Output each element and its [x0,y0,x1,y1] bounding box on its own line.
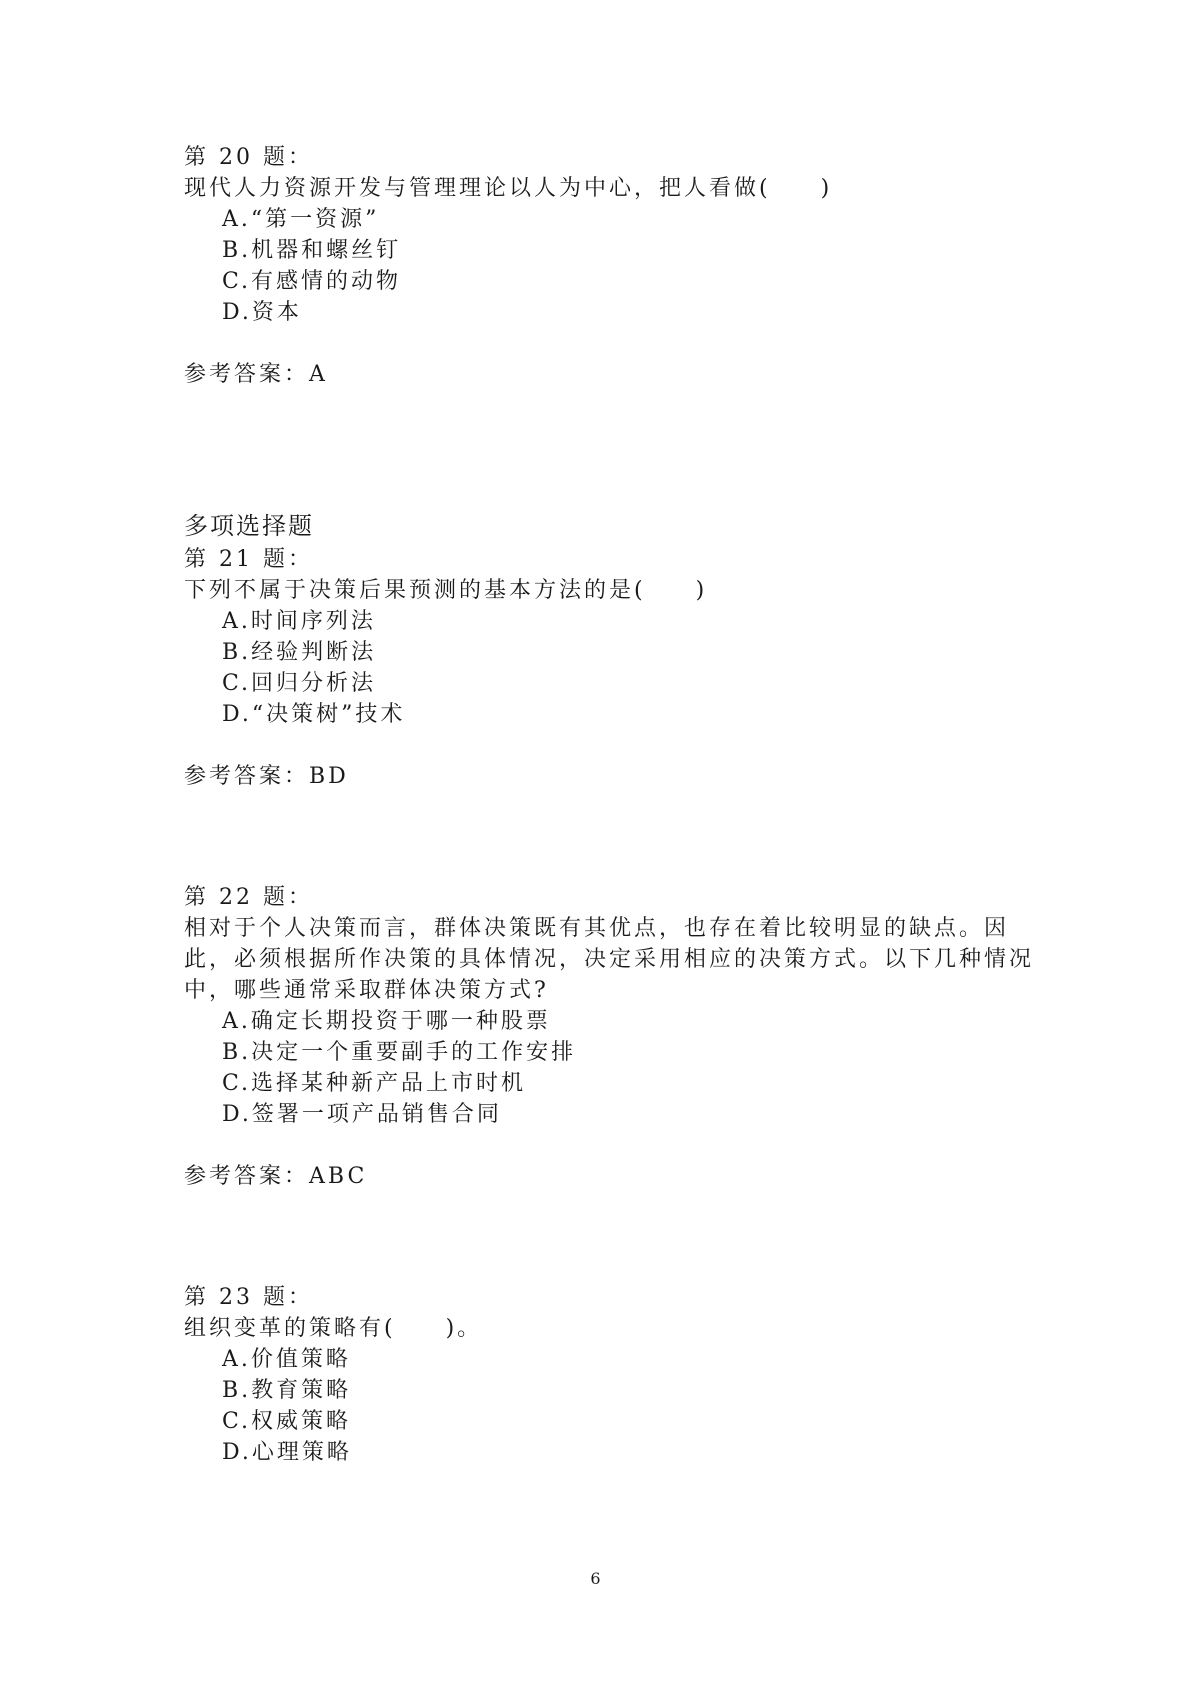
option-d: D.资本 [222,300,302,325]
question-stem: 现代人力资源开发与管理理论以人为中心，把人看做( ) [184,176,833,201]
option-a: A.确定长期投资于哪一种股票 [222,1009,551,1034]
reference-answer: 参考答案：BD [184,764,349,789]
question-number: 第 22 题： [184,885,313,910]
option-b: B.教育策略 [222,1378,352,1403]
question-stem: 组织变革的策略有( )。 [184,1316,483,1341]
question-number: 第 20 题： [184,145,313,170]
option-b: B.机器和螺丝钉 [222,238,402,263]
option-a: A.“第一资源” [222,207,380,232]
page-number: 6 [590,1569,601,1588]
question-stem: 下列不属于决策后果预测的基本方法的是( ) [184,578,708,603]
option-d: D.心理策略 [222,1440,352,1465]
reference-answer: 参考答案：ABC [184,1164,368,1189]
option-d: D.“决策树”技术 [222,702,406,727]
question-stem-line-3: 中，哪些通常采取群体决策方式? [184,978,549,1003]
option-c: C.回归分析法 [222,671,377,696]
option-c: C.选择某种新产品上市时机 [222,1071,527,1096]
reference-answer: 参考答案：A [184,362,328,387]
section-title: 多项选择题 [184,512,314,540]
option-a: A.价值策略 [222,1347,351,1372]
option-d: D.签署一项产品销售合同 [222,1102,502,1127]
option-c: C.有感情的动物 [222,269,402,294]
option-b: B.经验判断法 [222,640,377,665]
question-stem-line-1: 相对于个人决策而言，群体决策既有其优点，也存在着比较明显的缺点。因 [184,916,1010,941]
question-number: 第 23 题： [184,1285,313,1310]
question-stem-line-2: 此，必须根据所作决策的具体情况，决定采用相应的决策方式。以下几种情况 [184,947,1035,972]
option-c: C.权威策略 [222,1409,352,1434]
question-number: 第 21 题： [184,547,313,572]
option-a: A.时间序列法 [222,609,376,634]
option-b: B.决定一个重要副手的工作安排 [222,1040,577,1065]
